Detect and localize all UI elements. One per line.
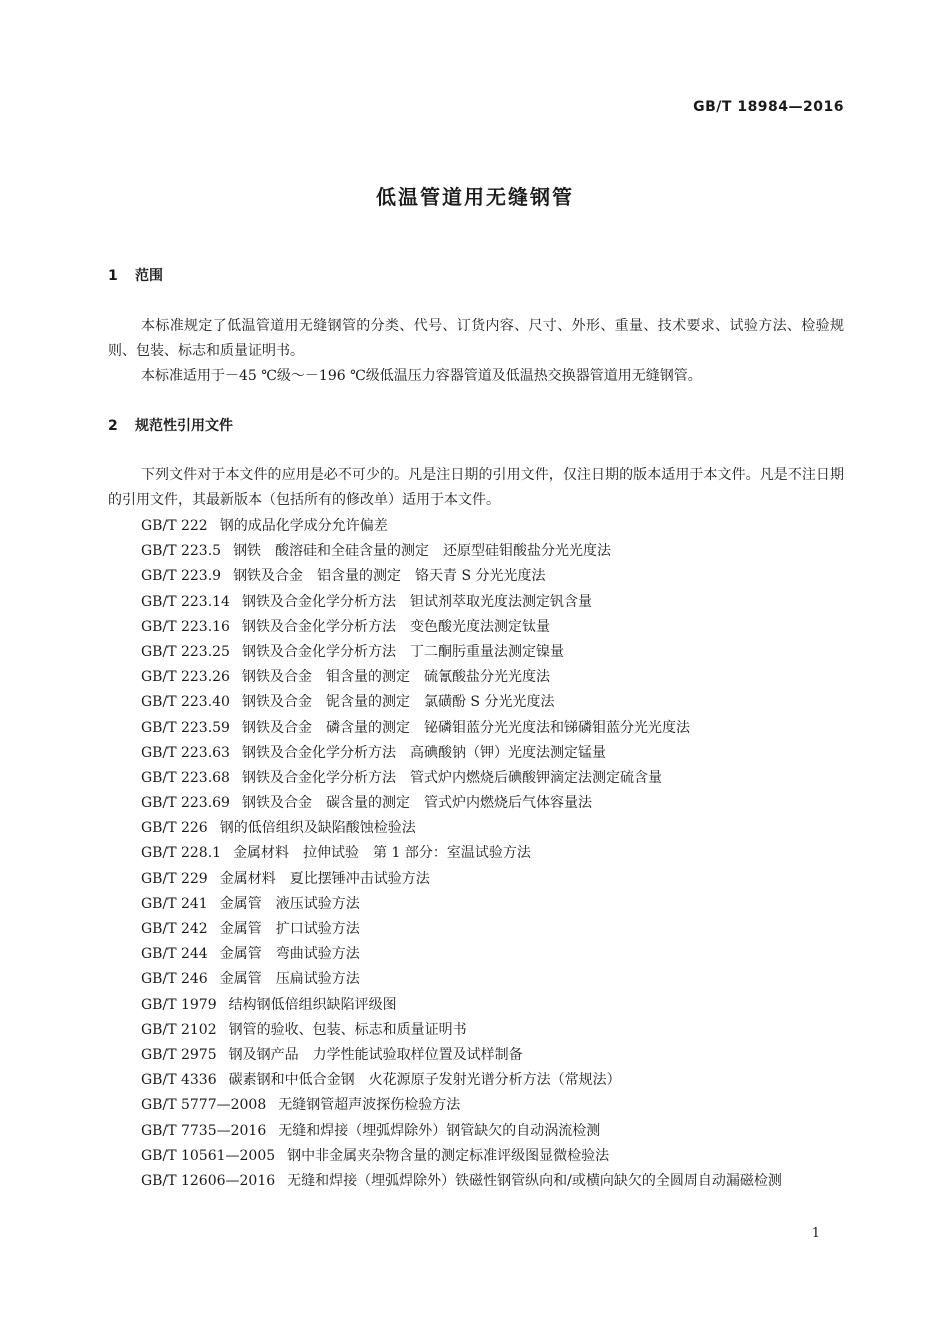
reference-item <box>108 615 844 640</box>
section-1-title: 范围 <box>135 268 163 284</box>
reference-code: GB/T 7735—2016 <box>141 1122 267 1139</box>
standard-code: GB/T 18984—2016 <box>693 99 844 115</box>
reference-title: 钢铁及合金 钼含量的测定 硫氰酸盐分光光度法 <box>241 669 550 686</box>
section-2-title: 规范性引用文件 <box>135 418 233 434</box>
section-1-number: 1 <box>108 268 118 284</box>
reference-code: GB/T 222 <box>141 518 208 534</box>
reference-code: GB/T 241 <box>141 895 208 912</box>
page-number: 1 <box>811 1226 820 1241</box>
reference-item <box>108 867 844 892</box>
reference-code: GB/T 223.16 <box>141 618 230 635</box>
references-intro: 下列文件对于本文件的应用是必不可少的。凡是注日期的引用文件，仅注日期的版本适用于本文件。凡是不注日期的引用文件，其最新版本（包括所有的修改单）适用于本文件。 <box>108 467 844 508</box>
reference-code: GB/T 223.25 <box>141 643 230 660</box>
document-title: 低温管道用无缝钢管 <box>376 185 574 209</box>
reference-item <box>108 741 844 766</box>
reference-title: 钢中非金属夹杂物含量的测定标准评级图显微检验法 <box>287 1147 610 1164</box>
reference-code: GB/T 226 <box>141 820 208 837</box>
reference-title: 钢铁及合金化学分析方法 高碘酸钠（钾）光度法测定锰量 <box>241 744 606 761</box>
reference-item <box>108 640 844 665</box>
reference-item <box>108 564 844 589</box>
reference-title: 钢管的验收、包装、标志和质量证明书 <box>228 1021 467 1038</box>
reference-item <box>108 766 844 791</box>
reference-item <box>108 1093 844 1118</box>
scope-paragraph-1: 本标准规定了低温管道用无缝钢管的分类、代号、订货内容、尺寸、外形、重量、技术要求、试验方法、检验规则、包装、标志和质量证明书。 <box>108 318 844 359</box>
reference-code: GB/T 223.59 <box>141 719 230 736</box>
reference-title: 钢的成品化学成分允许偏差 <box>219 518 388 534</box>
reference-title: 钢铁及合金 铌含量的测定 氯磺酚 S 分光光度法 <box>241 694 555 711</box>
reference-title: 金属管 液压试验方法 <box>219 895 360 912</box>
reference-code: GB/T 12606—2016 <box>141 1172 276 1189</box>
section-2-number: 2 <box>108 418 118 434</box>
reference-item <box>108 716 844 741</box>
reference-title: 金属管 压扁试验方法 <box>219 971 360 988</box>
scope-paragraph-2: 本标准适用于－45 ℃级～－196 ℃级低温压力容器管道及低温热交换器管道用无缝钢管。 <box>141 368 702 384</box>
reference-code: GB/T 244 <box>141 946 208 963</box>
reference-item <box>108 942 844 967</box>
reference-code: GB/T 1979 <box>141 996 217 1013</box>
section-1-heading <box>108 265 163 285</box>
reference-title: 钢铁及合金 碳含量的测定 管式炉内燃烧后气体容量法 <box>241 795 592 812</box>
reference-title: 金属管 扩口试验方法 <box>219 921 360 937</box>
reference-code: GB/T 223.9 <box>141 568 222 585</box>
reference-item <box>108 892 844 917</box>
reference-item <box>108 665 844 690</box>
reference-title: 碳素钢和中低合金钢 火花源原子发射光谱分析方法（常规法） <box>228 1072 621 1089</box>
reference-title: 无缝钢管超声波探伤检验方法 <box>278 1097 461 1114</box>
reference-item <box>108 1119 844 1144</box>
section-2-heading <box>108 415 233 435</box>
reference-code: GB/T 223.14 <box>141 593 230 610</box>
reference-code: GB/T 2975 <box>141 1046 217 1063</box>
reference-item <box>108 690 844 715</box>
reference-code: GB/T 223.40 <box>141 694 230 711</box>
reference-item <box>108 791 844 816</box>
reference-code: GB/T 223.63 <box>141 744 230 761</box>
reference-title: 钢的低倍组织及缺陷酸蚀检验法 <box>219 820 416 837</box>
reference-title: 钢铁及合金化学分析方法 变色酸光度法测定钛量 <box>241 618 550 635</box>
reference-item <box>108 1018 844 1043</box>
reference-list <box>108 514 844 1194</box>
reference-code: GB/T 246 <box>141 971 208 988</box>
reference-title: 结构钢低倍组织缺陷评级图 <box>228 996 397 1013</box>
reference-item <box>108 1144 844 1169</box>
reference-title: 钢铁及合金 磷含量的测定 铋磷钼蓝分光光度法和锑磷钼蓝分光光度法 <box>241 719 690 736</box>
reference-title: 钢铁及合金 铝含量的测定 铬天青 S 分光光度法 <box>233 568 546 585</box>
reference-code: GB/T 5777—2008 <box>141 1097 267 1114</box>
reference-title: 钢铁及合金化学分析方法 钽试剂萃取光度法测定钒含量 <box>241 593 592 610</box>
reference-code: GB/T 4336 <box>141 1072 217 1089</box>
reference-item <box>108 1169 844 1194</box>
reference-item <box>108 1068 844 1093</box>
reference-code: GB/T 2102 <box>141 1021 217 1038</box>
reference-code: GB/T 223.26 <box>141 669 230 686</box>
reference-code: GB/T 228.1 <box>141 845 222 862</box>
reference-item <box>108 967 844 992</box>
reference-code: GB/T 223.68 <box>141 769 230 786</box>
reference-item <box>108 539 844 564</box>
reference-title: 无缝和焊接（埋弧焊除外）钢管缺欠的自动涡流检测 <box>278 1122 601 1139</box>
reference-item <box>108 993 844 1018</box>
reference-title: 钢及钢产品 力学性能试验取样位置及试样制备 <box>228 1046 523 1063</box>
reference-title: 钢铁及合金化学分析方法 丁二酮肟重量法测定镍量 <box>241 643 564 660</box>
reference-title: 金属材料 夏比摆锤冲击试验方法 <box>219 870 430 887</box>
reference-item <box>108 1043 844 1068</box>
reference-title: 金属管 弯曲试验方法 <box>219 946 360 963</box>
reference-item <box>108 590 844 615</box>
reference-item <box>108 816 844 841</box>
reference-item <box>108 917 844 942</box>
reference-title: 金属材料 拉伸试验 第 1 部分：室温试验方法 <box>233 845 531 862</box>
reference-title: 钢铁及合金化学分析方法 管式炉内燃烧后碘酸钾滴定法测定硫含量 <box>241 769 662 786</box>
reference-code: GB/T 223.5 <box>141 543 222 560</box>
reference-code: GB/T 223.69 <box>141 795 230 812</box>
reference-code: GB/T 242 <box>141 921 208 937</box>
reference-title: 钢铁 酸溶硅和全硅含量的测定 还原型硅钼酸盐分光光度法 <box>233 543 612 560</box>
reference-code: GB/T 229 <box>141 870 208 887</box>
reference-item <box>108 841 844 866</box>
reference-code: GB/T 10561—2005 <box>141 1147 276 1164</box>
reference-title: 无缝和焊接（埋弧焊除外）铁磁性钢管纵向和/或横向缺欠的全圆周自动漏磁检测 <box>287 1172 782 1189</box>
reference-item <box>108 514 844 539</box>
